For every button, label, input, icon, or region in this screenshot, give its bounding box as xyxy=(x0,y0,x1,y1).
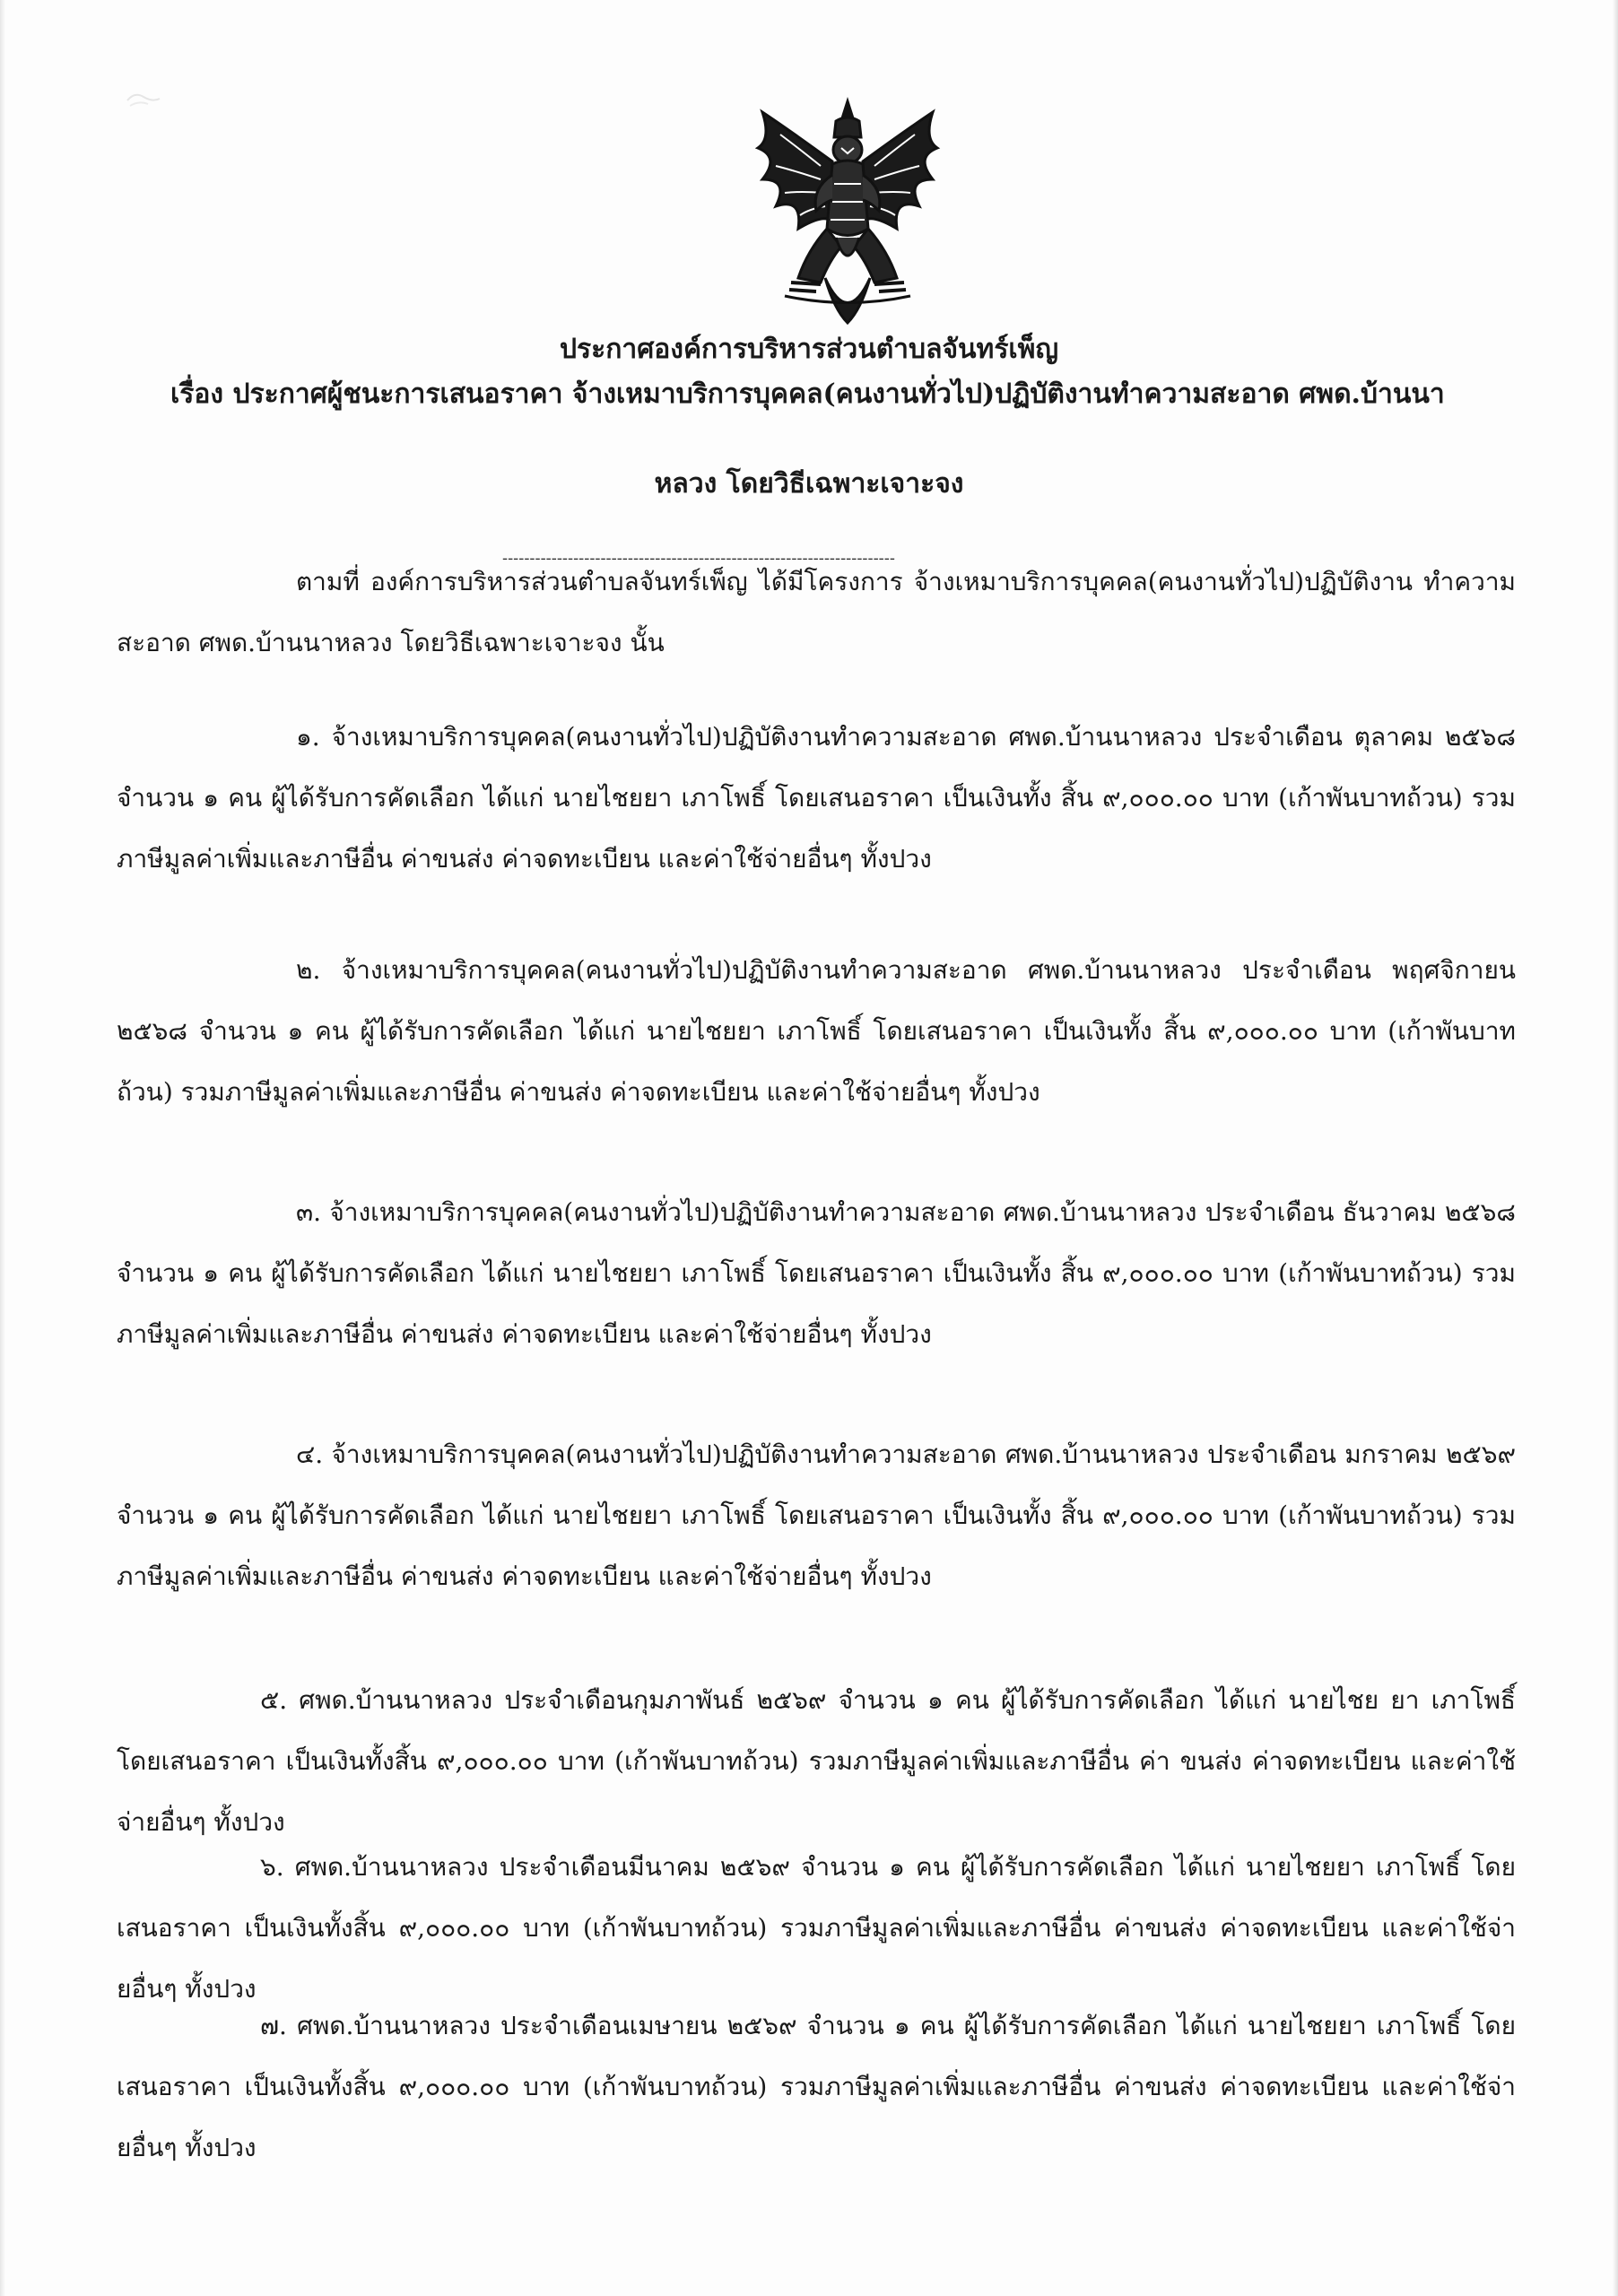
winner-item-4: ๔. จ้างเหมาบริการบุคคล(คนงานทั่วไป)ปฏิบัติงานทำความสะอาด ศพด.บ้านนาหลวง ประจำเดือน มกราคม ๒๕๖๙ จำนวน ๑ คน ผู้ได้รับการคัดเลือก ได้แก่ นายไชยยา เภาโพธิ์ โดยเสนอราคา เป็นเงินทั้ง สิ้น ๙,๐๐๐.๐๐ บาท (เก้าพันบาทถ้วน) รวมภาษีมูลค่าเพิ่มและภาษีอื่น ค่าขนส่ง ค่าจดทะเบียน และค่าใช้จ่ายอื่นๆ ทั้งปวง xyxy=(117,1439,1516,1591)
winner-item-5: ๕. ศพด.บ้านนาหลวง ประจำเดือนกุมภาพันธ์ ๒๕๖๙ จำนวน ๑ คน ผู้ได้รับการคัดเลือก ได้แก่ นายไชย ยา เภาโพธิ์ โดยเสนอราคา เป็นเงินทั้งสิ้น ๙,๐๐๐.๐๐ บาท (เก้าพันบาทถ้วน) รวมภาษีมูลค่าเพิ่มและภาษีอื่น ค่า ขนส่ง ค่าจดทะเบียน และค่าใช้จ่ายอื่นๆ ทั้งปวง xyxy=(117,1685,1516,1837)
winner-item-1: ๑. จ้างเหมาบริการบุคคล(คนงานทั่วไป)ปฏิบัติงานทำความสะอาด ศพด.บ้านนาหลวง ประจำเดือน ตุลาคม ๒๕๖๘ จำนวน ๑ คน ผู้ได้รับการคัดเลือก ได้แก่ นายไชยยา เภาโพธิ์ โดยเสนอราคา เป็นเงินทั้ง สิ้น ๙,๐๐๐.๐๐ บาท (เก้าพันบาทถ้วน) รวมภาษีมูลค่าเพิ่มและภาษีอื่น ค่าขนส่ง ค่าจดทะเบียน และค่าใช้จ่ายอื่นๆ ทั้งปวง xyxy=(117,722,1516,874)
winner-item-3: ๓. จ้างเหมาบริการบุคคล(คนงานทั่วไป)ปฏิบัติงานทำความสะอาด ศพด.บ้านนาหลวง ประจำเดือน ธันวาคม ๒๕๖๘ จำนวน ๑ คน ผู้ได้รับการคัดเลือก ได้แก่ นายไชยยา เภาโพธิ์ โดยเสนอราคา เป็นเงินทั้ง สิ้น ๙,๐๐๐.๐๐ บาท (เก้าพันบาทถ้วน) รวมภาษีมูลค่าเพิ่มและภาษีอื่น ค่าขนส่ง ค่าจดทะเบียน และค่าใช้จ่ายอื่นๆ ทั้งปวง xyxy=(117,1197,1516,1349)
winner-item-7: ๗. ศพด.บ้านนาหลวง ประจำเดือนเมษายน ๒๕๖๙ จำนวน ๑ คน ผู้ได้รับการคัดเลือก ได้แก่ นายไชยยา เภาโพธิ์ โดยเสนอราคา เป็นเงินทั้งสิ้น ๙,๐๐๐.๐๐ บาท (เก้าพันบาทถ้วน) รวมภาษีมูลค่าเพิ่มและภาษีอื่น ค่าขนส่ง ค่าจดทะเบียน และค่าใช้จ่ายอื่นๆ ทั้งปวง xyxy=(117,2011,1516,2162)
announcement-subject-cont: หลวง โดยวิธีเฉพาะเจาะจง xyxy=(654,468,964,500)
garuda-emblem-icon xyxy=(735,94,960,341)
winner-item-2: ๒. จ้างเหมาบริการบุคคล(คนงานทั่วไป)ปฏิบัติงานทำความสะอาด ศพด.บ้านนาหลวง ประจำเดือน พฤศจิกายน ๒๕๖๘ จำนวน ๑ คน ผู้ได้รับการคัดเลือก ได้แก่ นายไชยยา เภาโพธิ์ โดยเสนอราคา เป็นเงินทั้ง สิ้น ๙,๐๐๐.๐๐ บาท (เก้าพันบาทถ้วน) รวมภาษีมูลค่าเพิ่มและภาษีอื่น ค่าขนส่ง ค่าจดทะเบียน และค่าใช้จ่ายอื่นๆ ทั้งปวง xyxy=(117,955,1516,1107)
winner-item-6: ๖. ศพด.บ้านนาหลวง ประจำเดือนมีนาคม ๒๕๖๙ จำนวน ๑ คน ผู้ได้รับการคัดเลือก ได้แก่ นายไชยยา เภาโพธิ์ โดยเสนอราคา เป็นเงินทั้งสิ้น ๙,๐๐๐.๐๐ บาท (เก้าพันบาทถ้วน) รวมภาษีมูลค่าเพิ่มและภาษีอื่น ค่าขนส่ง ค่าจดทะเบียน และค่าใช้จ่ายอื่นๆ ทั้งปวง xyxy=(117,1852,1516,2004)
scan-smudge xyxy=(126,90,161,109)
announcement-title: ประกาศองค์การบริหารส่วนตำบลจันทร์เพ็ญ xyxy=(559,334,1059,365)
announcement-subject: เรื่อง ประกาศผู้ชนะการเสนอราคา จ้างเหมาบริการบุคคล(คนงานทั่วไป)ปฏิบัติงานทำความสะอาด ศพด.บ้านนา xyxy=(170,378,1445,410)
separator-line: ------------------------------------------------------------------------ xyxy=(502,549,895,568)
intro-paragraph: ตามที่ องค์การบริหารส่วนตำบลจันทร์เพ็ญ ได้มีโครงการ จ้างเหมาบริการบุคคล(คนงานทั่วไป)ปฏิบัติงาน ทำความสะอาด ศพด.บ้านนาหลวง โดยวิธีเฉพาะเจาะจง นั้น xyxy=(117,567,1516,657)
